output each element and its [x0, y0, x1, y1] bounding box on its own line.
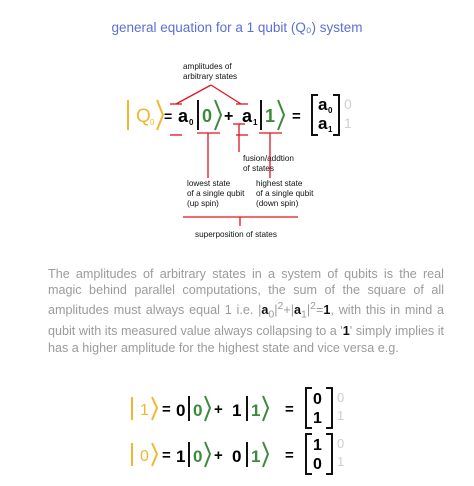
note-highest-line1: highest state [256, 179, 303, 188]
para-square-1: 2 [277, 300, 284, 313]
vec-a0: a [318, 95, 328, 114]
ex1-ket0-angle [205, 396, 210, 421]
ex2-ket0-angle [205, 442, 210, 467]
vec-index-1: 1 [344, 115, 352, 131]
ex2-lhs: 0 [140, 448, 149, 465]
ex1-k0: 0 [193, 401, 203, 420]
ex2-lhs-angle [152, 443, 157, 466]
ex1-ket1-angle [263, 396, 268, 421]
ex1-c1: 1 [232, 401, 242, 420]
coef-a1: a [242, 106, 253, 126]
ex1-k1: 1 [251, 401, 261, 420]
ex1-equals: = [162, 401, 171, 418]
ex2-idx-0: 0 [337, 436, 345, 451]
para-text-7: ' simply implies it has a higher amplitude for the highest state and vice versa e.g. [48, 324, 445, 355]
ex2-vec-0: 1 [313, 437, 322, 454]
note-lowest-line1: lowest state [187, 179, 231, 188]
note-amplitudes-line2: arbitrary states [183, 72, 238, 81]
ex2-vec-bracket-right [326, 434, 332, 474]
ex2-k0: 0 [193, 447, 203, 466]
main-equation [128, 95, 352, 135]
para-a0-sub: 0 [268, 309, 275, 322]
ex2-c0: 1 [176, 447, 186, 466]
vec-a1-sub: 1 [328, 125, 333, 134]
para-text-3: +| [283, 303, 295, 318]
ex2-plus: + [214, 447, 223, 464]
para-text-2: | [274, 303, 278, 318]
para-a0: a [261, 303, 269, 318]
ket1-value: 1 [265, 106, 276, 126]
plus-sign: + [224, 108, 234, 125]
explanation-paragraph [48, 266, 444, 356]
ex2-equals-2: = [285, 447, 294, 464]
lhs-q: Q [136, 106, 151, 127]
ex1-plus: + [214, 401, 223, 418]
example-two [132, 434, 344, 474]
para-one: 1 [323, 303, 331, 318]
note-superposition: superposition of states [195, 230, 277, 239]
para-one-bold: 1 [342, 324, 350, 339]
eq-equals-1: = [164, 108, 173, 124]
ex1-vec-bracket-right [326, 388, 332, 428]
note-fusion-line1: fusion/addtion [243, 154, 294, 163]
note-lowest-line2: of a single qubit [187, 189, 245, 198]
vec-a1: a [318, 114, 328, 133]
ket1-angle [278, 100, 284, 130]
ex2-idx-1: 1 [337, 454, 345, 469]
ex1-c0: 0 [176, 401, 186, 420]
para-a1: a [294, 303, 302, 318]
ex2-c1: 0 [232, 447, 242, 466]
coef-a0: a [178, 106, 189, 126]
ex1-idx-0: 0 [337, 390, 345, 405]
note-highest-line3: (down spin) [256, 199, 299, 208]
ex1-vec-0: 0 [313, 391, 322, 408]
vec-bracket-right [333, 95, 339, 135]
ex2-vec-1: 0 [313, 456, 322, 473]
vec-a0-sub: 0 [328, 106, 333, 115]
note-highest-line2: of a single qubit [256, 189, 314, 198]
ex1-vec-1: 1 [313, 410, 322, 427]
ex2-vec-bracket-left [306, 434, 312, 474]
lhs-angle [157, 100, 163, 130]
para-text-1: The amplitudes of arbitrary states in a system of qubits is the real magic behind parallel computations, the sum of the square of all amplitudes must always equal 1 i.e. | [48, 267, 444, 318]
para-square-2: 2 [310, 300, 317, 313]
para-a1-sub: 1 [301, 309, 307, 322]
arrow-amp-left [176, 85, 211, 104]
eq-equals-2: = [292, 108, 301, 125]
lhs-q-sub: 0 [150, 118, 155, 127]
page-title: general equation for a 1 qubit (Q₀) system [111, 20, 363, 35]
vec-index-0: 0 [344, 96, 352, 112]
note-lowest-line3: (up spin) [187, 199, 219, 208]
ex1-lhs-angle [152, 397, 157, 420]
para-text-6: , with this in mind a qubit with its measured value always collapsing to a ' [48, 303, 445, 339]
ex1-vec-bracket-left [306, 388, 312, 428]
para-text-4: | [306, 303, 311, 318]
coef-a0-sub: 0 [189, 118, 194, 127]
example-one [132, 388, 344, 428]
para-text-5: = [316, 303, 324, 318]
note-fusion-line2: of states [243, 164, 274, 173]
ex1-equals-2: = [285, 401, 294, 418]
ex1-lhs: 1 [140, 402, 149, 419]
ex2-equals: = [162, 447, 171, 464]
ex2-ket1-angle [263, 442, 268, 467]
ex1-idx-1: 1 [337, 408, 345, 423]
ket0-angle [215, 100, 221, 130]
note-amplitudes-line1: amplitudes of [183, 62, 232, 71]
ex2-k1: 1 [251, 447, 261, 466]
coef-a1-sub: 1 [253, 118, 258, 127]
ket0-value: 0 [202, 106, 213, 126]
